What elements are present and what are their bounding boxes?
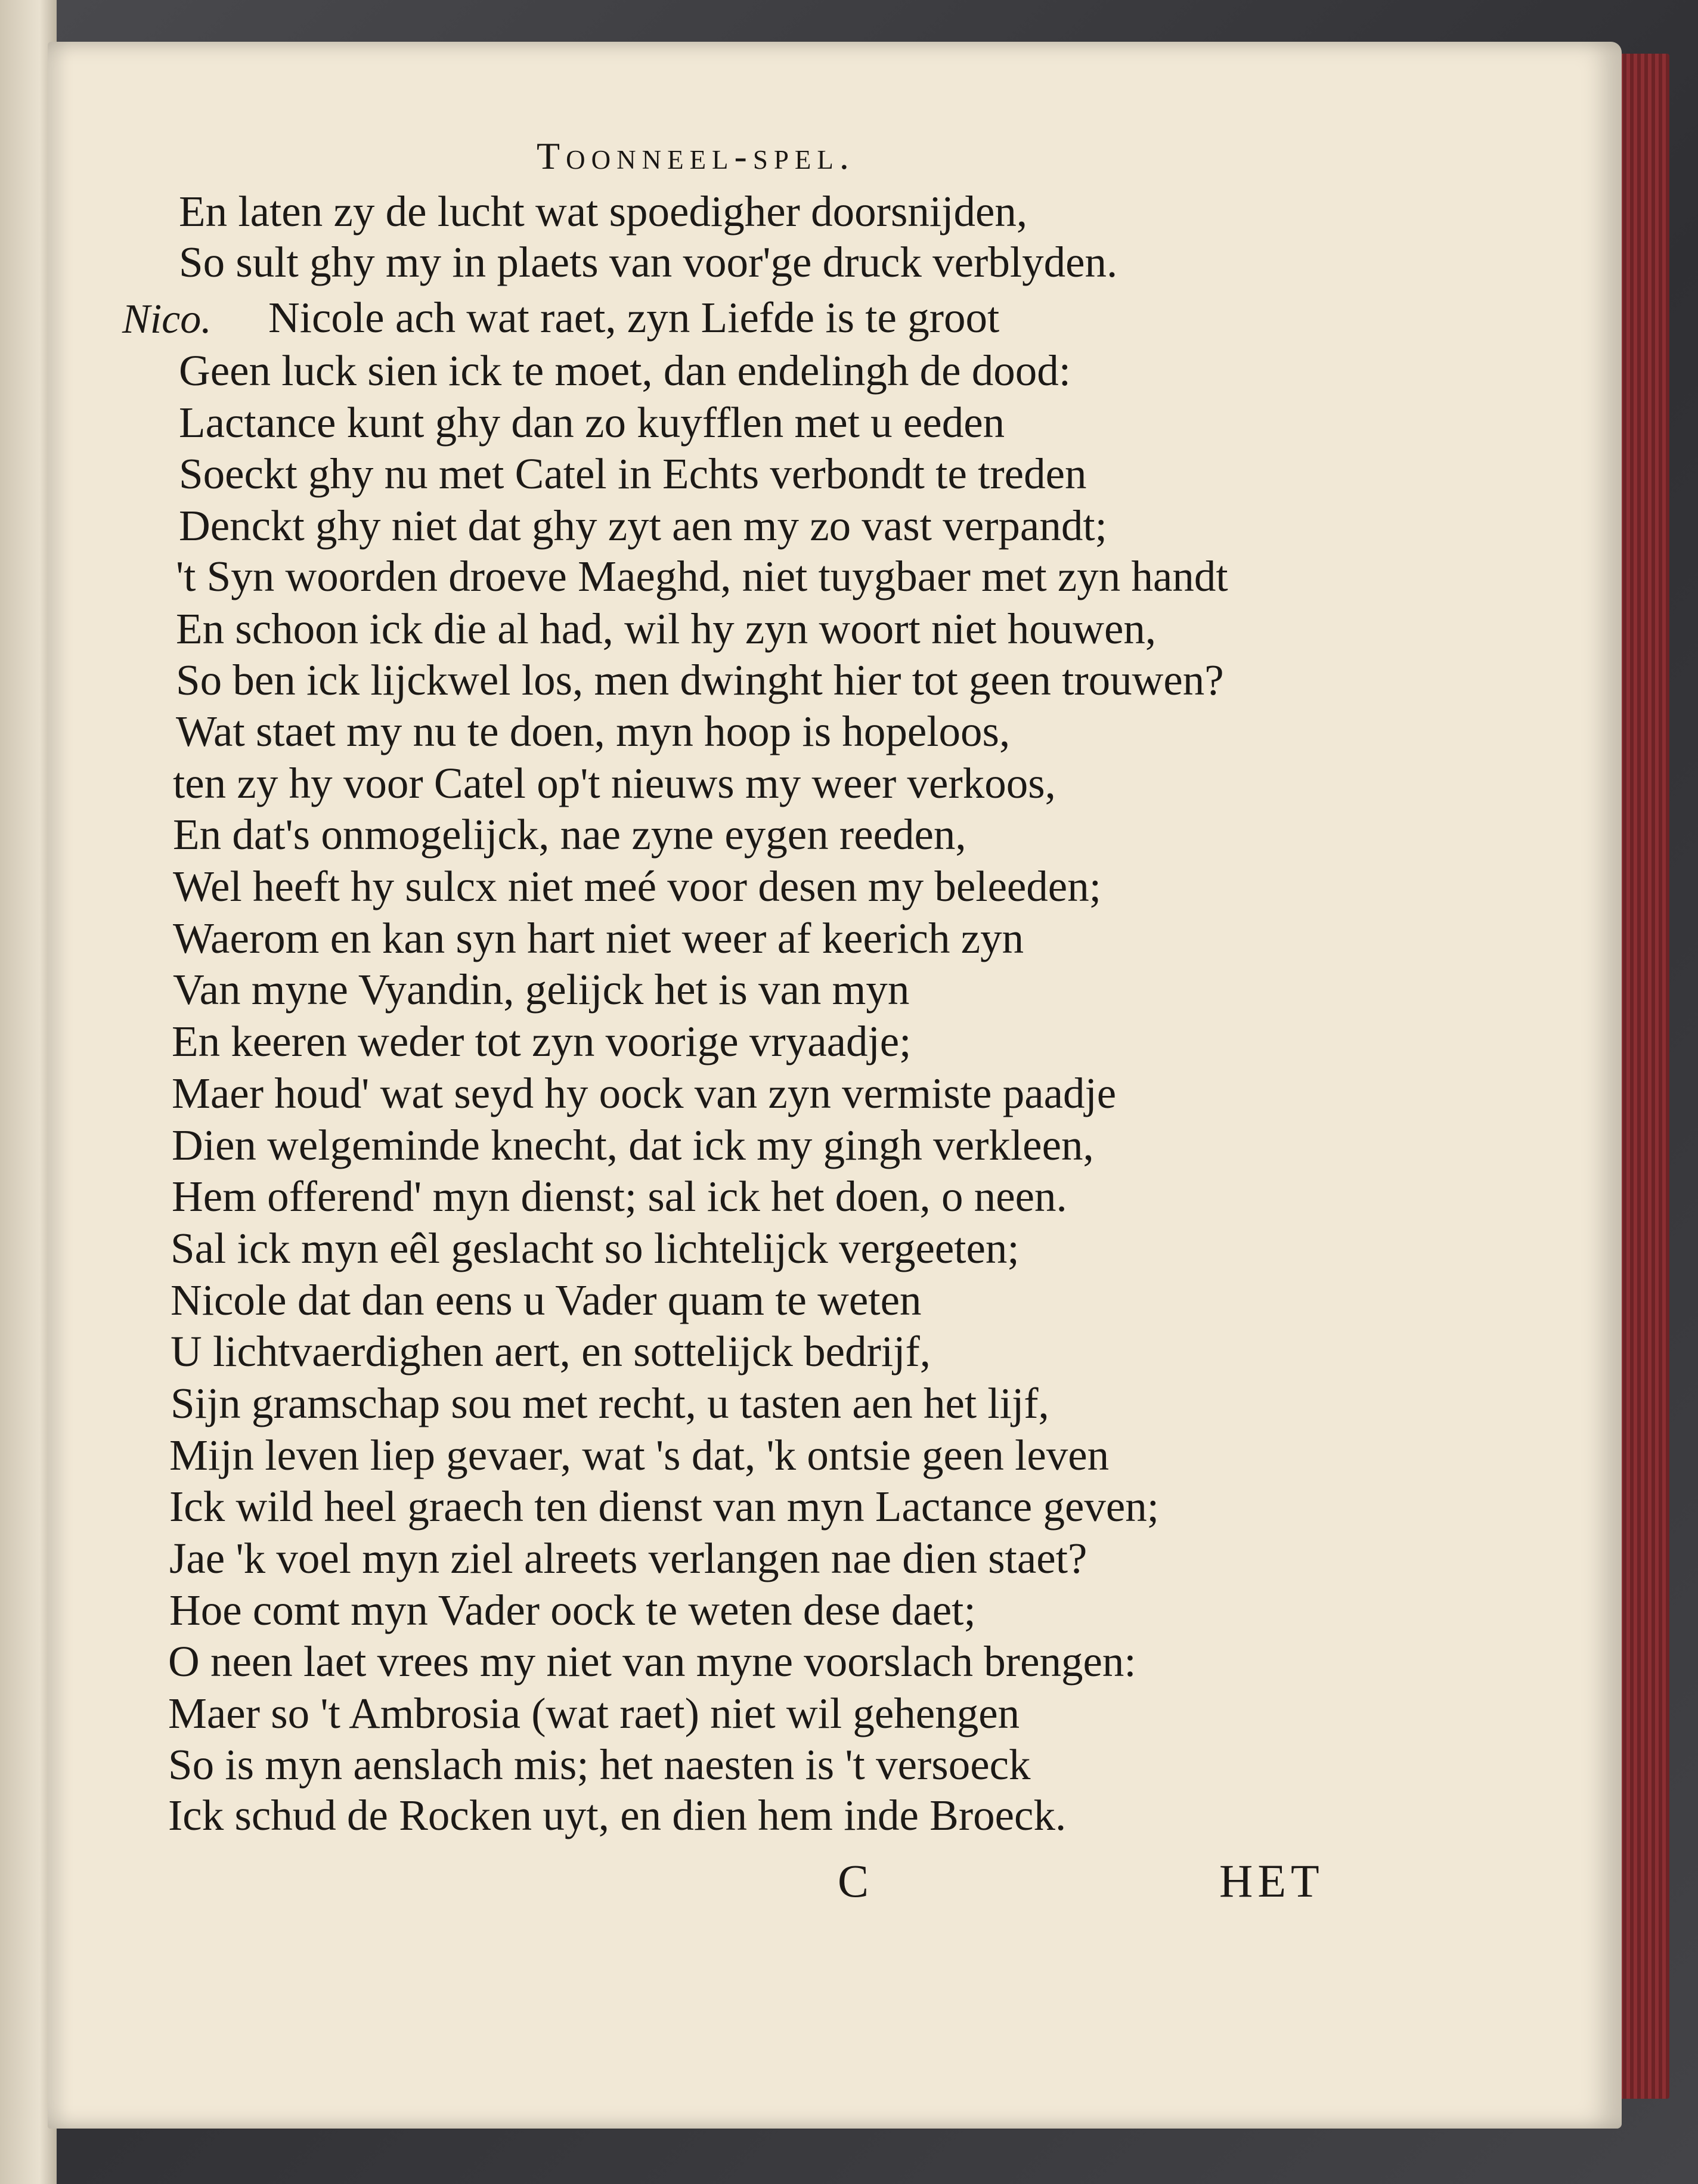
verse-line: Nicole ach wat raet, zyn Liefde is te groot xyxy=(268,293,1000,342)
verse-line: Sijn gramschap sou met recht, u tasten aen het lijf, xyxy=(171,1379,1049,1427)
running-head: Toonneel-spel. xyxy=(537,135,855,177)
verse-line: Geen luck sien ick te moet, dan endelingh de dood: xyxy=(179,346,1071,395)
verse-line: O neen laet vrees my niet van myne voorslach brengen: xyxy=(168,1637,1136,1686)
verse-line: Hoe comt myn Vader oock te weten dese daet; xyxy=(169,1586,976,1634)
verse-line: ten zy hy voor Catel op't nieuws my weer verkoos, xyxy=(173,759,1056,807)
verse-line: Wat staet my nu te doen, myn hoop is hopeloos, xyxy=(176,707,1011,755)
verse-line: Wel heeft hy sulcx niet meé voor desen my beleeden; xyxy=(173,862,1101,910)
verse-line: Mijn leven liep gevaer, wat 's dat, 'k ontsie geen leven xyxy=(169,1431,1110,1479)
verse-line: Hem offerend' myn dienst; sal ick het doen, o neen. xyxy=(172,1172,1067,1220)
verse-line: Denckt ghy niet dat ghy zyt aen my zo vast verpandt; xyxy=(179,501,1107,550)
verse-line: En schoon ick die al had, wil hy zyn woort niet houwen, xyxy=(176,605,1157,653)
verse-line: U lichtvaerdighen aert, en sottelijck bedrijf, xyxy=(171,1327,931,1376)
verse-line: En laten zy de lucht wat spoedigher doorsnijden, xyxy=(179,187,1028,236)
verse-line: So ben ick lijckwel los, men dwinght hier tot geen trouwen? xyxy=(176,656,1224,704)
verse-line: En keeren weder tot zyn voorige vryaadje; xyxy=(172,1017,912,1065)
verse-line: Nicole dat dan eens u Vader quam te weten xyxy=(171,1276,922,1324)
verse-line: En dat's onmogelijck, nae zyne eygen reeden, xyxy=(173,810,966,859)
verse-line: Waerom en kan syn hart niet weer af keerich zyn xyxy=(173,914,1024,962)
verse-line: So sult ghy my in plaets van voor'ge druck verblyden. xyxy=(179,238,1118,286)
verse-line: Maer houd' wat seyd hy oock van zyn vermiste paadje xyxy=(172,1069,1117,1117)
verse-line: Sal ick myn eêl geslacht so lichtelijck vergeeten; xyxy=(171,1224,1020,1272)
verse-line: Van myne Vyandin, gelijck het is van myn xyxy=(173,965,910,1014)
verse-line: Maer so 't Ambrosia (wat raet) niet wil gehengen xyxy=(168,1689,1020,1737)
verse-line: Jae 'k voel myn ziel alreets verlangen nae dien staet? xyxy=(169,1534,1087,1582)
verse-line: Soeckt ghy nu met Catel in Echts verbondt te treden xyxy=(179,450,1087,498)
verse-line: Ick schud de Rocken uyt, en dien hem inde Broeck. xyxy=(168,1791,1067,1839)
verse-line: Dien welgeminde knecht, dat ick my gingh verkleen, xyxy=(172,1121,1094,1169)
verse-line: So is myn aenslach mis; het naesten is 't versoeck xyxy=(168,1740,1031,1789)
verse-line: Ick wild heel graech ten dienst van myn Lactance geven; xyxy=(169,1482,1160,1531)
catchword: HET xyxy=(1219,1855,1324,1907)
verse-line: Lactance kunt ghy dan zo kuyfflen met u eeden xyxy=(179,398,1005,447)
verse-line: 't Syn woorden droeve Maeghd, niet tuygbaer met zyn handt xyxy=(176,552,1228,600)
signature-mark: C xyxy=(838,1855,869,1907)
speaker-name: Nico. xyxy=(122,296,212,342)
